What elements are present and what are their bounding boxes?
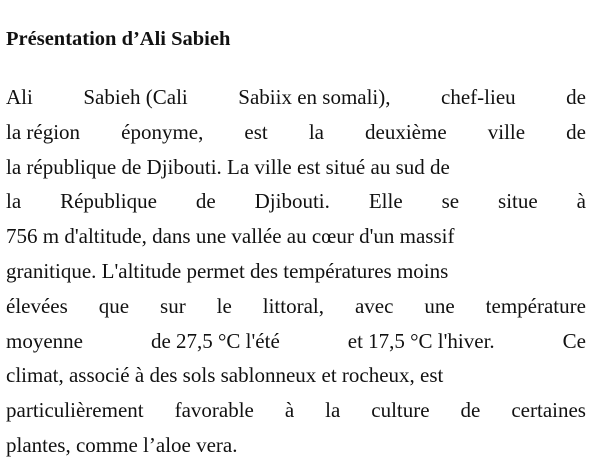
- paragraph-text: littoral,: [262, 293, 325, 318]
- paragraph-text: est: [244, 119, 268, 144]
- paragraph-text: et 17,5 °C l'hiver.: [347, 328, 495, 353]
- paragraph-line: [6, 324, 586, 359]
- paragraph-text: une: [424, 293, 455, 318]
- paragraph-text: la: [308, 119, 324, 144]
- paragraph-text: situe: [498, 189, 538, 214]
- paragraph-line: [6, 428, 586, 463]
- paragraph-text: à: [284, 398, 295, 423]
- paragraph-text: plantes, comme l’aloe vera.: [6, 432, 238, 457]
- paragraph-text: particulièrement: [6, 398, 144, 423]
- paragraph-line: [6, 115, 586, 150]
- document-title: Présentation d’Ali Sabieh: [6, 28, 231, 50]
- paragraph-text: la république de Djibouti. La ville est situé au sud de: [6, 154, 450, 179]
- paragraph-text: certaines: [511, 398, 586, 423]
- paragraph-line: [6, 184, 586, 219]
- paragraph-text: avec: [354, 293, 394, 318]
- paragraph-text: la: [6, 189, 22, 214]
- paragraph-line: [6, 150, 586, 185]
- paragraph-text: de: [566, 85, 586, 109]
- paragraph-text: de: [460, 398, 481, 423]
- paragraph-text: de: [566, 119, 586, 144]
- paragraph-text: température: [485, 293, 586, 318]
- paragraph-text: ville: [487, 119, 526, 144]
- paragraph-text: se: [441, 189, 460, 214]
- paragraph-text: moyenne: [6, 328, 83, 353]
- paragraph-text: République: [60, 189, 157, 214]
- paragraph-text: à: [576, 189, 586, 214]
- paragraph-text: la région: [6, 119, 81, 144]
- paragraph-line: [6, 219, 586, 254]
- paragraph-text: Djibouti.: [254, 189, 330, 214]
- paragraph-text: 756 m d'altitude, dans une vallée au cœur d'un massif: [6, 224, 455, 249]
- paragraph-text: deuxième: [365, 119, 447, 144]
- paragraph-text: chef-lieu: [441, 85, 516, 109]
- paragraph-text: granitique. L'altitude permet des températures moins: [6, 258, 449, 283]
- paragraph-text: la: [325, 398, 341, 423]
- paragraph-line: [6, 80, 586, 115]
- paragraph-text: culture: [371, 398, 430, 423]
- paragraph-line: [6, 358, 586, 393]
- paragraph-text: que: [98, 293, 130, 318]
- paragraph-text: élevées: [6, 293, 68, 318]
- paragraph-text: climat, associé à des sols sablonneux et rocheux, est: [6, 363, 444, 388]
- paragraph-line: [6, 254, 586, 289]
- body-paragraph: [6, 80, 586, 463]
- paragraph-text: le: [216, 293, 232, 318]
- paragraph-text: Elle: [368, 189, 403, 214]
- paragraph-text: Sabieh (Cali: [83, 85, 188, 109]
- paragraph-line: [6, 393, 586, 428]
- paragraph-text: Ce: [562, 328, 586, 353]
- paragraph-text: favorable: [174, 398, 254, 423]
- paragraph-text: sur: [160, 293, 186, 318]
- paragraph-text: éponyme,: [121, 119, 204, 144]
- paragraph-text: Sabiix en somali),: [238, 85, 391, 109]
- paragraph-text: de: [195, 189, 216, 214]
- paragraph-text: Ali: [6, 85, 33, 109]
- paragraph-line: [6, 289, 586, 324]
- paragraph-text: de 27,5 °C l'été: [150, 328, 280, 353]
